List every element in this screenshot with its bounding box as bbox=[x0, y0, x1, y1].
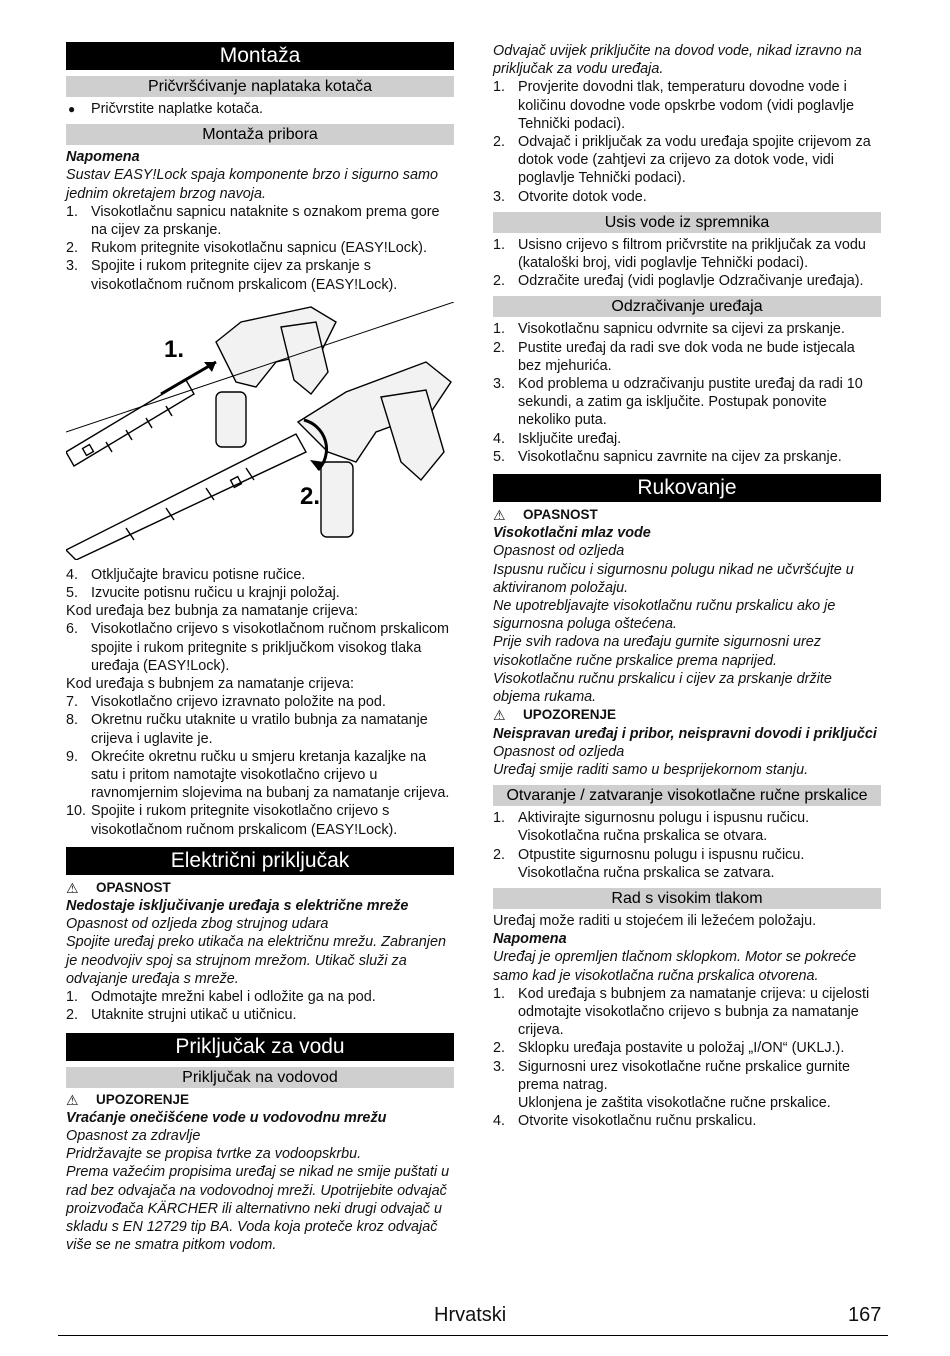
list-item: 1. Odmotajte mrežni kabel i odložite ga na pod. bbox=[66, 989, 376, 1006]
note-text: Uređaj je opremljen tlačnom sklopkom. Motor se pokreće samo kad je visokotlačna ručna prskalica otvorena. bbox=[493, 949, 857, 984]
step-list bbox=[493, 320, 881, 466]
step-list bbox=[66, 620, 454, 675]
step-list bbox=[493, 78, 881, 205]
list-item: 2. Rukom pritegnite visokotlačnu sapnicu (EASY!Lock). bbox=[66, 240, 427, 257]
list-item: 5. Izvucite potisnu ručicu u krajnji položaj. bbox=[66, 585, 340, 602]
warning-label: ⚠ UPOZORENJE bbox=[493, 707, 617, 724]
right-column bbox=[493, 42, 881, 1130]
list-item: 8. Okretnu ručku utaknite u vratilo bubnja za namatanje crijeva i uglavite je. bbox=[66, 712, 428, 747]
figure-label-1: 1. bbox=[164, 335, 185, 363]
warning-heading: Vraćanje onečišćene vode u vodovodnu mrežu bbox=[66, 1109, 387, 1126]
condition-text: Kod uređaja bez bubnja za namatanje crijeva: bbox=[66, 603, 359, 620]
list-item: 3. Otvorite dotok vode. bbox=[493, 188, 647, 205]
figure-label-2: 2. bbox=[300, 482, 321, 510]
warning-text: Ispusnu ručicu i sigurnosnu polugu nikad ne učvršćujte u aktiviranom položaju. bbox=[493, 561, 854, 596]
step-list bbox=[66, 988, 454, 1024]
list-item: 4. Otvorite visokotlačnu ručnu prskalicu. bbox=[493, 1113, 757, 1130]
warning-text: Prije svih radova na uređaju gurnite sigurnosni urez visokotlačne ručne prskalice prema naprijed. bbox=[493, 634, 821, 669]
list-item: 7. Visokotlačno crijevo izravnato položite na pod. bbox=[66, 694, 386, 711]
section-title-rukovanje: Rukovanje bbox=[493, 474, 881, 502]
lance-upper bbox=[66, 380, 194, 466]
warning-triangle-icon: ⚠ bbox=[493, 707, 506, 724]
note-label: Napomena bbox=[66, 149, 140, 166]
list-item: 1. Aktivirajte sigurnosnu polugu i ispusnu ručicu. Visokotlačna ručna prskalica se otvara. bbox=[493, 810, 810, 845]
footer-divider bbox=[58, 1335, 888, 1336]
step-list bbox=[66, 693, 454, 839]
rad-intro: Uređaj može raditi u stojećem ili ležećem položaju. bbox=[493, 912, 817, 929]
subsection-title-usis: Usis vode iz spremnika bbox=[493, 212, 881, 233]
list-item: 2. Sklopku uređaja postavite u položaj „I/ON“ (UKLJ.). bbox=[493, 1040, 845, 1057]
step-list bbox=[66, 566, 454, 602]
warning-triangle-icon: ⚠ bbox=[66, 879, 79, 896]
list-item: 6. Visokotlačno crijevo s visokotlačnom ručnom prskalicom spojite i rukom pritegnite s priključkom visokog tlaka uređaja (EASY!Lock). bbox=[66, 621, 450, 674]
warning-heading: Visokotlačni mlaz vode bbox=[493, 525, 651, 542]
list-item: 1. Visokotlačnu sapnicu odvrnite sa cijevi za prskanje. bbox=[493, 321, 845, 338]
warning-triangle-icon: ⚠ bbox=[493, 507, 506, 524]
spray-gun-lower bbox=[298, 362, 451, 537]
warning-text: Uređaj smije raditi samo u besprijekornom stanju. bbox=[493, 761, 809, 778]
footer-language: Hrvatski bbox=[434, 1304, 507, 1326]
list-item: 3. Kod problema u odzračivanju pustite uređaj da radi 10 sekundi, a zatim ga isključite. Postupak ponovite nekoliko puta. bbox=[493, 376, 863, 429]
warning-triangle-icon: ⚠ bbox=[66, 1091, 79, 1108]
list-item: 9. Okrećite okretnu ručku u smjeru kretanja kazaljke na satu i pritom namotajte visokotlačno crijevo u ravnomjernim slojevima na bubanj za namatanje crijeva. bbox=[66, 748, 450, 802]
warning-text: Visokotlačnu ručnu prskalicu i cijev za prskanje držite objema rukama. bbox=[493, 670, 832, 706]
lance-lower bbox=[66, 434, 306, 560]
list-item: 3. Spojite i rukom pritegnite cijev za prskanje s visokotlačnom ručnom prskalicom (EASY!Lock). bbox=[66, 258, 398, 293]
warning-heading: Nedostaje isključivanje uređaja s električne mreže bbox=[66, 898, 409, 915]
note-text: Sustav EASY!Lock spaja komponente brzo i sigurno samo jednim okretajem brzog navoja. bbox=[66, 167, 438, 202]
list-item: 1. Provjerite dovodni tlak, temperaturu dovodne vode i količinu dovodne vode opskrbe vodom (vidi poglavlje Tehnički podaci). bbox=[493, 79, 854, 132]
list-item: 2. Utaknite strujni utikač u utičnicu. bbox=[66, 1007, 297, 1024]
warning-text: Prema važećim propisima uređaj se nikad ne smije puštati u rad bez odvajača na vodovodnoj mreži. Upotrijebite odvajač proizvođača KÄRCHER ili alternativno neki drugi odvajač u skladu s EN 12729 tip BA. Voda koja proteče kroz odvajač više se ne smatra pitkom vodom. bbox=[66, 1164, 450, 1254]
subsection-title-pribor: Montaža pribora bbox=[66, 124, 454, 145]
step-list bbox=[66, 203, 454, 294]
list-item: 2. Odzračite uređaj (vidi poglavlje Odzračivanje uređaja). bbox=[493, 273, 864, 290]
list-item: 4. Isključite uređaj. bbox=[493, 430, 622, 447]
spray-gun-assembly-illustration bbox=[66, 302, 454, 560]
list-item: 3. Sigurnosni urez visokotlačne ručne prskalice gurnite prema natrag. Uklonjena je zaštita visokotlačne ručne prskalice. bbox=[493, 1058, 850, 1111]
warning-sub: Opasnost za zdravlje bbox=[66, 1127, 201, 1144]
warning-label: ⚠ OPASNOST bbox=[493, 507, 598, 524]
warning-heading: Neispravan uređaj i pribor, neispravni dovodi i priključci bbox=[493, 725, 877, 742]
warning-sub: Opasnost od ozljeda bbox=[493, 743, 625, 760]
list-item: 2. Odvajač i priključak za vodu uređaja spojite crijevom za dotok vode (zahtjevi za crijevo za dotok vode, vidi poglavlje Tehnički podaci). bbox=[493, 134, 871, 187]
subsection-title-vodovod: Priključak na vodovod bbox=[66, 1067, 454, 1088]
list-item: 2. Pustite uređaj da radi sve dok voda ne bude istjecala bez mjehurića. bbox=[493, 339, 855, 374]
section-title-montaza: Montaža bbox=[66, 42, 454, 70]
warning-text: Ne upotrebljavajte visokotlačnu ručnu prskalicu ako je sigurnosna poluga oštećena. bbox=[493, 598, 836, 633]
odvajac-note: Odvajač uvijek priključite na dovod vode, nikad izravno na priključak za vodu uređaja. bbox=[493, 43, 862, 78]
step-list bbox=[493, 236, 881, 291]
step-list bbox=[493, 809, 881, 882]
subsection-title-naplatci: Pričvršćivanje naplataka kotača bbox=[66, 76, 454, 97]
note-label: Napomena bbox=[493, 931, 567, 948]
warning-sub: Opasnost od ozljeda zbog strujnog udara bbox=[66, 916, 329, 933]
step-list bbox=[493, 985, 881, 1131]
list-item: 5. Visokotlačnu sapnicu zavrnite na cijev za prskanje. bbox=[493, 448, 842, 465]
warning-label: ⚠ OPASNOST bbox=[66, 879, 171, 896]
warning-label: ⚠ UPOZORENJE bbox=[66, 1091, 190, 1108]
section-title-elektricni: Električni priključak bbox=[66, 847, 454, 875]
list-item: 1. Usisno crijevo s filtrom pričvrstite na priključak za vodu (kataloški broj, vidi poglavlje Tehnički podaci). bbox=[493, 236, 866, 272]
section-title-voda: Priključak za vodu bbox=[66, 1033, 454, 1061]
list-item: 1. Kod uređaja s bubnjem za namatanje crijeva: u cijelosti odmotajte visokotlačno crijevo s bubnja za namatanje crijeva. bbox=[493, 985, 870, 1039]
warning-sub: Opasnost od ozljeda bbox=[493, 543, 625, 560]
warning-text: Spojite uređaj preko utikača na električnu mrežu. Zabranjen je neodvojiv spoj sa strujnom mrežom. Utikač služi za odvajanje uređaja s mreže. bbox=[66, 934, 446, 987]
page-number: 167 bbox=[848, 1304, 882, 1326]
list-item: 1. Visokotlačnu sapnicu nataknite s oznakom prema gore na cijev za prskanje. bbox=[66, 203, 440, 239]
warning-text: Pridržavajte se propisa tvrtke za vodoopskrbu. bbox=[66, 1146, 362, 1163]
bullet-item: ● Pričvrstite naplatke kotača. bbox=[68, 101, 263, 117]
list-item: 10. Spojite i rukom pritegnite visokotlačno crijevo s visokotlačnom ručnom prskalicom (EASY!Lock). bbox=[66, 803, 398, 838]
subsection-title-rad: Rad s visokim tlakom bbox=[493, 888, 881, 909]
list-item: 2. Otpustite sigurnosnu polugu i ispusnu ručicu. Visokotlačna ručna prskalica se zatvara. bbox=[493, 846, 805, 881]
subsection-title-odzracivanje: Odzračivanje uređaja bbox=[493, 296, 881, 317]
left-column bbox=[66, 42, 454, 1254]
list-item: 4. Otključajte bravicu potisne ručice. bbox=[66, 566, 306, 583]
bullet-icon: ● bbox=[68, 102, 76, 116]
condition-text: Kod uređaja s bubnjem za namatanje crijeva: bbox=[66, 676, 354, 693]
subsection-title-otvaranje: Otvaranje / zatvaranje visokotlačne ručne prskalice bbox=[493, 785, 881, 806]
